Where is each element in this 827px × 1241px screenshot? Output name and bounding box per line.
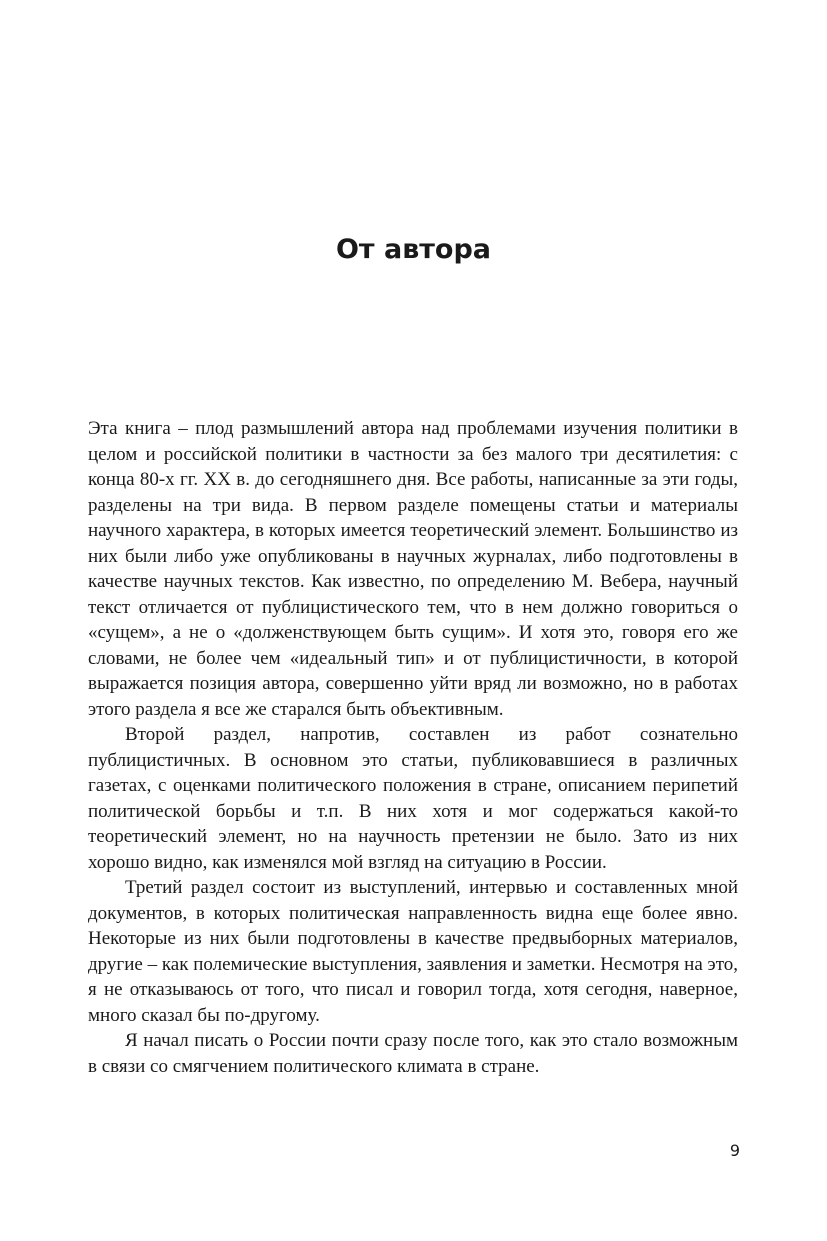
page-title: От автора <box>335 234 492 265</box>
paragraph-4: Я начал писать о России почти сразу после того, как это стало возможным в связи со смягчением политического климата в стране. <box>88 1030 738 1077</box>
paragraph-2: Второй раздел, напротив, составлен из работ сознательно публицистичных. В основном это статьи, публиковавшиеся в различных газетах, с оценками политического положения в стране, описанием перипетий политической борьбы и т.п. В них хотя и мог содержаться какой-то теоретический элемент, но на научность претензии не было. Зато из них хорошо видно, как изменялся мой взгляд на ситуацию в России. <box>88 724 738 873</box>
paragraph-1: Эта книга – плод размышлений автора над проблемами изучения политики в целом и российской политики в частности за без малого три десятилетия: с конца 80-х гг. XX в. до сегодняшнего дня. Все работы, написанные за эти годы, разделены на три вида. В первом разделе помещены статьи и материалы научного характера, в которых имеется теоретический элемент. Большинство из них были либо уже опубликованы в научных журналах, либо подготовлены в качестве научных текстов. Как известно, по определению М. Вебера, научный текст отличается от публицистического тем, что в нем должно говориться о «сущем», а не о «долженствующем быть сущим». И хотя это, говоря его же словами, не более чем «идеальный тип» и от публицистичности, в которой выражается позиция автора, совершенно уйти вряд ли возможно, но в работах этого раздела я все же старался быть объективным. <box>88 418 738 720</box>
body-text <box>88 416 738 1079</box>
paragraph-3: Третий раздел состоит из выступлений, интервью и составленных мной документов, в которых политическая направленность видна еще более явно. Некоторые из них были подготовлены в качестве предвыборных материалов, другие – как полемические выступления, заявления и заметки. Несмотря на это, я не отказываюсь от того, что писал и говорил тогда, хотя сегодня, наверное, много сказал бы по-другому. <box>88 877 738 1026</box>
page-number: 9 <box>729 1141 740 1160</box>
